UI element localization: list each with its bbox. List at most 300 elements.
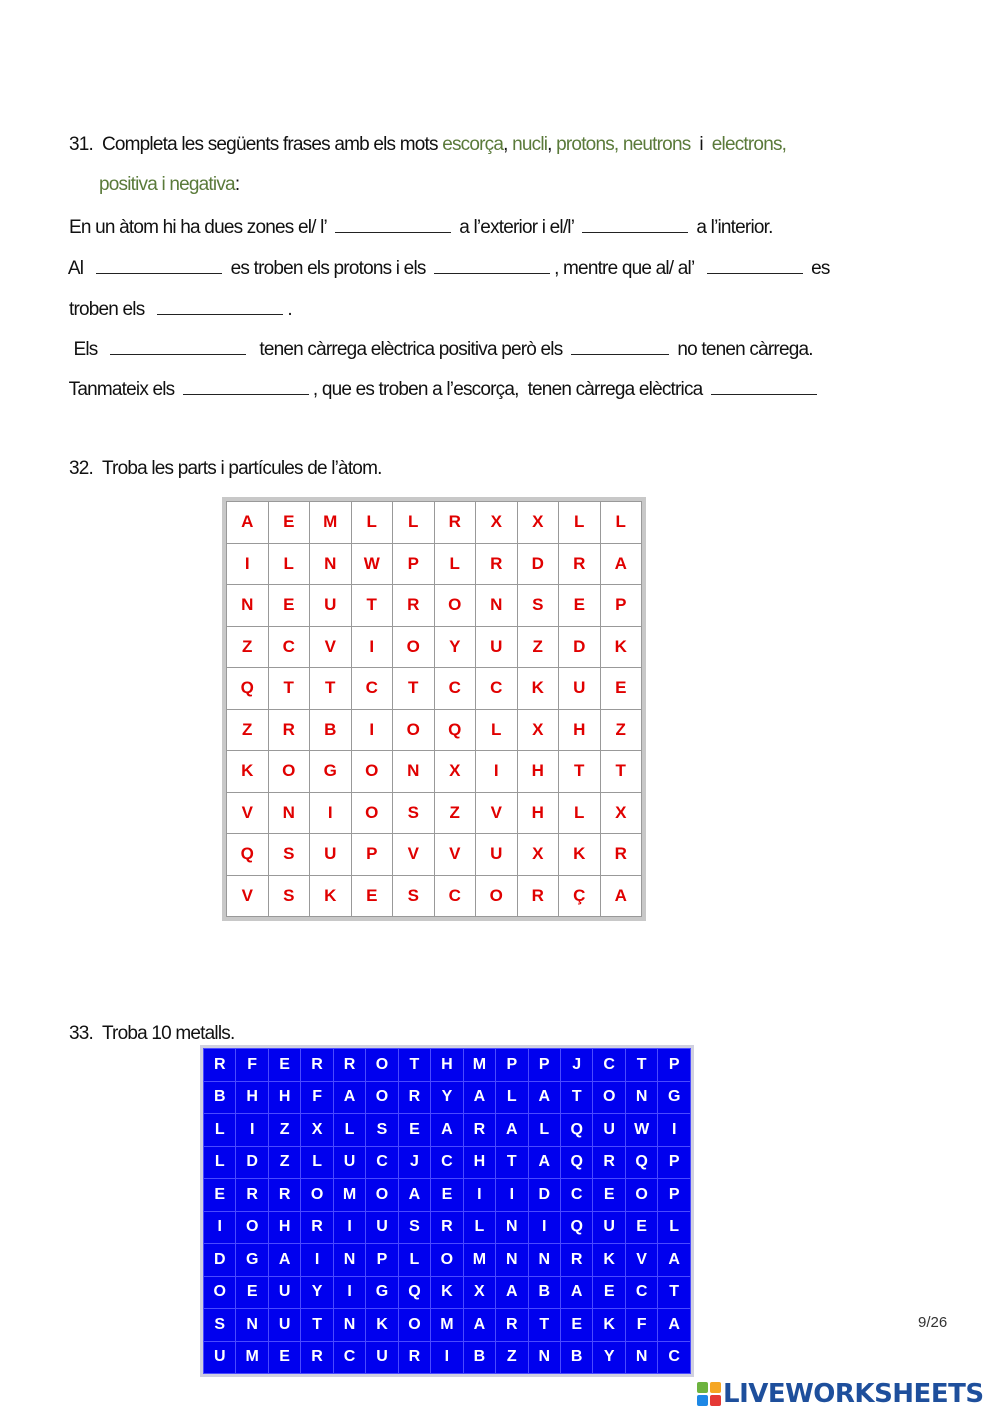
- grid-cell[interactable]: V: [227, 792, 269, 834]
- grid-cell[interactable]: I: [658, 1114, 691, 1147]
- grid-cell[interactable]: N: [476, 585, 518, 627]
- word-electrons: electrons,: [711, 134, 787, 155]
- grid-cell[interactable]: Z: [517, 626, 559, 668]
- liveworksheets-logo-icon: [697, 1382, 721, 1406]
- grid-cell[interactable]: I: [227, 543, 269, 585]
- grid-cell[interactable]: D: [559, 626, 601, 668]
- grid-cell[interactable]: L: [496, 1081, 528, 1114]
- grid-cell[interactable]: P: [366, 1244, 398, 1277]
- grid-cell[interactable]: C: [268, 626, 310, 668]
- grid-cell[interactable]: E: [204, 1179, 236, 1212]
- grid-cell[interactable]: E: [236, 1276, 268, 1309]
- sentence-text: , que es troben a l’escorça, tenen càrrega elèctrica: [312, 379, 707, 400]
- grid-cell[interactable]: V: [434, 834, 476, 876]
- grid-cell[interactable]: O: [476, 875, 518, 917]
- grid-row: [227, 585, 642, 627]
- grid-cell[interactable]: B: [204, 1081, 236, 1114]
- grid-cell[interactable]: N: [496, 1211, 528, 1244]
- sentence-text: tenen càrrega elèctrica positiva però els: [250, 339, 567, 360]
- grid-cell[interactable]: K: [517, 668, 559, 710]
- grid-cell[interactable]: L: [204, 1146, 236, 1179]
- grid-cell[interactable]: F: [236, 1049, 268, 1082]
- grid-cell[interactable]: V: [625, 1244, 657, 1277]
- grid-cell[interactable]: A: [333, 1081, 365, 1114]
- grid-cell[interactable]: A: [227, 502, 269, 544]
- grid-cell[interactable]: T: [398, 1049, 430, 1082]
- grid-cell[interactable]: C: [434, 875, 476, 917]
- grid-cell[interactable]: R: [559, 543, 601, 585]
- grid-cell[interactable]: R: [476, 543, 518, 585]
- grid-row: [204, 1244, 691, 1277]
- grid-cell[interactable]: E: [560, 1309, 592, 1342]
- grid-cell[interactable]: F: [625, 1309, 657, 1342]
- grid-row: [227, 834, 642, 876]
- grid-cell[interactable]: V: [393, 834, 435, 876]
- grid-cell[interactable]: C: [333, 1341, 365, 1374]
- grid-cell[interactable]: Q: [398, 1276, 430, 1309]
- grid-cell[interactable]: V: [227, 875, 269, 917]
- grid-cell[interactable]: T: [268, 668, 310, 710]
- grid-cell[interactable]: T: [625, 1049, 657, 1082]
- grid-cell[interactable]: N: [625, 1081, 657, 1114]
- grid-cell[interactable]: S: [517, 585, 559, 627]
- grid-cell[interactable]: C: [351, 668, 393, 710]
- grid-cell[interactable]: L: [301, 1146, 333, 1179]
- grid-cell[interactable]: U: [593, 1211, 625, 1244]
- grid-cell[interactable]: H: [559, 709, 601, 751]
- grid-cell[interactable]: I: [236, 1114, 268, 1147]
- grid-cell[interactable]: M: [236, 1341, 268, 1374]
- grid-cell[interactable]: R: [204, 1049, 236, 1082]
- grid-cell[interactable]: I: [301, 1244, 333, 1277]
- grid-cell[interactable]: B: [463, 1341, 495, 1374]
- grid-cell[interactable]: O: [393, 626, 435, 668]
- grid-cell[interactable]: M: [431, 1309, 463, 1342]
- grid-cell[interactable]: O: [434, 585, 476, 627]
- grid-cell[interactable]: T: [559, 751, 601, 793]
- sentence-text: es troben els protons i els: [226, 258, 431, 279]
- grid-cell[interactable]: L: [204, 1114, 236, 1147]
- grid-cell[interactable]: I: [496, 1179, 528, 1212]
- grid-cell[interactable]: H: [268, 1211, 300, 1244]
- grid-row: [204, 1276, 691, 1309]
- grid-cell[interactable]: I: [333, 1276, 365, 1309]
- grid-cell[interactable]: X: [463, 1276, 495, 1309]
- q33-text: Troba 10 metalls.: [101, 1023, 235, 1044]
- grid-row: [204, 1211, 691, 1244]
- grid-cell[interactable]: G: [366, 1276, 398, 1309]
- grid-cell[interactable]: N: [496, 1244, 528, 1277]
- separator: ,: [547, 134, 557, 155]
- brand-name: LIVEWORKSHEETS: [723, 1379, 984, 1409]
- grid-cell[interactable]: I: [431, 1341, 463, 1374]
- grid-cell[interactable]: O: [398, 1309, 430, 1342]
- grid-cell[interactable]: A: [600, 875, 642, 917]
- grid-cell[interactable]: T: [560, 1081, 592, 1114]
- grid-cell[interactable]: Ç: [559, 875, 601, 917]
- grid-cell[interactable]: S: [268, 834, 310, 876]
- grid-cell[interactable]: A: [528, 1146, 560, 1179]
- grid-cell[interactable]: E: [351, 875, 393, 917]
- grid-cell[interactable]: N: [528, 1341, 560, 1374]
- grid-cell[interactable]: K: [366, 1309, 398, 1342]
- sentence-text: a l’interior.: [691, 217, 773, 238]
- grid-row: [204, 1309, 691, 1342]
- grid-cell[interactable]: R: [434, 502, 476, 544]
- grid-cell[interactable]: X: [517, 502, 559, 544]
- grid-cell[interactable]: I: [204, 1211, 236, 1244]
- grid-cell[interactable]: U: [476, 626, 518, 668]
- grid-cell[interactable]: E: [593, 1276, 625, 1309]
- grid-cell[interactable]: R: [301, 1341, 333, 1374]
- grid-cell[interactable]: I: [463, 1179, 495, 1212]
- grid-cell[interactable]: K: [593, 1244, 625, 1277]
- grid-cell[interactable]: X: [301, 1114, 333, 1147]
- grid-cell[interactable]: P: [600, 585, 642, 627]
- grid-cell[interactable]: L: [393, 502, 435, 544]
- grid-cell[interactable]: T: [600, 751, 642, 793]
- grid-cell[interactable]: O: [268, 751, 310, 793]
- grid-cell[interactable]: D: [528, 1179, 560, 1212]
- grid-cell[interactable]: R: [517, 875, 559, 917]
- grid-cell[interactable]: A: [463, 1309, 495, 1342]
- grid-cell[interactable]: H: [268, 1081, 300, 1114]
- grid-cell[interactable]: H: [431, 1049, 463, 1082]
- grid-cell[interactable]: N: [393, 751, 435, 793]
- grid-cell[interactable]: M: [463, 1244, 495, 1277]
- grid-cell[interactable]: X: [476, 502, 518, 544]
- grid-cell[interactable]: R: [496, 1309, 528, 1342]
- grid-cell[interactable]: Q: [227, 834, 269, 876]
- grid-cell[interactable]: Q: [560, 1146, 592, 1179]
- grid-cell[interactable]: K: [431, 1276, 463, 1309]
- grid-cell[interactable]: C: [476, 668, 518, 710]
- grid-cell[interactable]: C: [560, 1179, 592, 1212]
- grid-cell[interactable]: L: [559, 502, 601, 544]
- grid-cell[interactable]: U: [366, 1341, 398, 1374]
- grid-cell[interactable]: Z: [496, 1341, 528, 1374]
- grid-cell[interactable]: E: [593, 1179, 625, 1212]
- grid-row: [204, 1146, 691, 1179]
- grid-cell[interactable]: Z: [268, 1114, 300, 1147]
- grid-cell[interactable]: T: [301, 1309, 333, 1342]
- grid-row: [227, 543, 642, 585]
- grid-cell[interactable]: C: [593, 1049, 625, 1082]
- grid-cell[interactable]: X: [434, 751, 476, 793]
- grid-cell[interactable]: S: [204, 1309, 236, 1342]
- grid-cell[interactable]: K: [593, 1309, 625, 1342]
- grid-cell[interactable]: G: [236, 1244, 268, 1277]
- grid-cell[interactable]: C: [366, 1146, 398, 1179]
- grid-cell[interactable]: N: [528, 1244, 560, 1277]
- q31-intro: Completa les següents frases amb els mots: [101, 134, 443, 155]
- grid-cell[interactable]: O: [301, 1179, 333, 1212]
- grid-cell[interactable]: E: [559, 585, 601, 627]
- grid-cell[interactable]: R: [593, 1146, 625, 1179]
- blank-field[interactable]: [711, 376, 817, 395]
- grid-row: [227, 751, 642, 793]
- grid-cell[interactable]: L: [268, 543, 310, 585]
- grid-cell[interactable]: S: [393, 792, 435, 834]
- grid-cell[interactable]: E: [398, 1114, 430, 1147]
- grid-cell[interactable]: V: [476, 792, 518, 834]
- grid-cell[interactable]: Z: [227, 626, 269, 668]
- grid-cell[interactable]: R: [333, 1049, 365, 1082]
- grid-cell[interactable]: W: [351, 543, 393, 585]
- grid-cell[interactable]: K: [559, 834, 601, 876]
- q32-number: 32.: [68, 458, 93, 479]
- grid-cell[interactable]: L: [658, 1211, 691, 1244]
- grid-cell[interactable]: I: [351, 626, 393, 668]
- grid-cell[interactable]: N: [227, 585, 269, 627]
- grid-cell[interactable]: Y: [434, 626, 476, 668]
- grid-cell[interactable]: O: [366, 1179, 398, 1212]
- grid-cell[interactable]: H: [517, 751, 559, 793]
- grid-cell[interactable]: X: [600, 792, 642, 834]
- grid-cell[interactable]: L: [559, 792, 601, 834]
- grid-cell[interactable]: L: [476, 709, 518, 751]
- q33-number: 33.: [68, 1023, 93, 1044]
- grid-cell[interactable]: K: [600, 626, 642, 668]
- grid-row: [204, 1114, 691, 1147]
- grid-cell[interactable]: U: [204, 1341, 236, 1374]
- grid-cell[interactable]: T: [658, 1276, 691, 1309]
- separator: ,: [503, 134, 513, 155]
- grid-cell[interactable]: U: [268, 1276, 300, 1309]
- grid-cell[interactable]: Q: [560, 1114, 592, 1147]
- grid-cell[interactable]: R: [463, 1114, 495, 1147]
- grid-cell[interactable]: O: [393, 709, 435, 751]
- grid-cell[interactable]: I: [310, 792, 352, 834]
- grid-cell[interactable]: L: [434, 543, 476, 585]
- grid-row: [227, 875, 642, 917]
- grid-cell[interactable]: P: [496, 1049, 528, 1082]
- grid-cell[interactable]: J: [560, 1049, 592, 1082]
- sentence-text: es: [806, 258, 830, 279]
- grid-cell[interactable]: H: [236, 1081, 268, 1114]
- grid-cell[interactable]: C: [431, 1146, 463, 1179]
- grid-cell[interactable]: V: [310, 626, 352, 668]
- grid-cell[interactable]: B: [528, 1276, 560, 1309]
- grid-cell[interactable]: D: [204, 1244, 236, 1277]
- grid-cell[interactable]: W: [625, 1114, 657, 1147]
- grid-cell[interactable]: T: [351, 585, 393, 627]
- grid-cell[interactable]: R: [268, 1179, 300, 1212]
- grid-cell[interactable]: U: [593, 1114, 625, 1147]
- grid-cell[interactable]: U: [366, 1211, 398, 1244]
- separator: i: [690, 134, 712, 155]
- blank-field[interactable]: [183, 376, 309, 395]
- grid-cell[interactable]: Y: [593, 1341, 625, 1374]
- metals-word-search-grid: [203, 1048, 691, 1374]
- grid-cell[interactable]: T: [496, 1146, 528, 1179]
- grid-cell[interactable]: B: [310, 709, 352, 751]
- grid-cell[interactable]: C: [434, 668, 476, 710]
- grid-cell[interactable]: J: [398, 1146, 430, 1179]
- grid-cell[interactable]: R: [301, 1211, 333, 1244]
- grid-cell[interactable]: A: [398, 1179, 430, 1212]
- grid-cell[interactable]: N: [333, 1309, 365, 1342]
- grid-cell[interactable]: R: [560, 1244, 592, 1277]
- grid-cell[interactable]: Q: [227, 668, 269, 710]
- grid-row: [204, 1049, 691, 1082]
- grid-cell[interactable]: M: [310, 502, 352, 544]
- grid-cell[interactable]: S: [398, 1211, 430, 1244]
- q33-title: [60, 998, 234, 1046]
- grid-cell[interactable]: L: [398, 1244, 430, 1277]
- grid-cell[interactable]: L: [351, 502, 393, 544]
- grid-cell[interactable]: I: [528, 1211, 560, 1244]
- page-number: 9/26: [918, 1314, 948, 1331]
- blank-field[interactable]: [434, 255, 550, 274]
- grid-cell[interactable]: U: [559, 668, 601, 710]
- grid-cell[interactable]: U: [310, 585, 352, 627]
- grid-cell[interactable]: L: [333, 1114, 365, 1147]
- grid-cell[interactable]: O: [593, 1081, 625, 1114]
- grid-cell[interactable]: P: [658, 1146, 691, 1179]
- q32-text: Troba les parts i partícules de l’àtom.: [101, 458, 382, 479]
- grid-cell[interactable]: S: [393, 875, 435, 917]
- grid-cell[interactable]: B: [560, 1341, 592, 1374]
- grid-cell[interactable]: I: [476, 751, 518, 793]
- grid-cell[interactable]: I: [333, 1211, 365, 1244]
- grid-cell[interactable]: C: [625, 1276, 657, 1309]
- sentence-text: troben els: [68, 299, 154, 320]
- grid-cell[interactable]: E: [268, 1341, 300, 1374]
- grid-cell[interactable]: A: [600, 543, 642, 585]
- grid-cell[interactable]: A: [431, 1114, 463, 1147]
- sentence-text: En un àtom hi ha dues zones el/ l’: [68, 217, 331, 238]
- sentence-text: .: [287, 299, 292, 320]
- grid-cell[interactable]: U: [333, 1146, 365, 1179]
- sentence-text: no tenen càrrega.: [672, 339, 813, 360]
- grid-cell[interactable]: P: [658, 1049, 691, 1082]
- blank-field[interactable]: [707, 255, 803, 274]
- grid-cell[interactable]: E: [268, 585, 310, 627]
- grid-cell[interactable]: O: [236, 1211, 268, 1244]
- grid-cell[interactable]: O: [204, 1276, 236, 1309]
- grid-cell[interactable]: I: [351, 709, 393, 751]
- grid-cell[interactable]: U: [268, 1309, 300, 1342]
- grid-cell[interactable]: E: [268, 1049, 300, 1082]
- grid-cell[interactable]: O: [431, 1244, 463, 1277]
- grid-cell[interactable]: A: [658, 1309, 691, 1342]
- grid-cell[interactable]: Z: [434, 792, 476, 834]
- grid-cell[interactable]: A: [658, 1244, 691, 1277]
- grid-cell[interactable]: O: [366, 1081, 398, 1114]
- grid-cell[interactable]: G: [310, 751, 352, 793]
- grid-cell[interactable]: Z: [268, 1146, 300, 1179]
- grid-cell[interactable]: X: [517, 709, 559, 751]
- grid-cell[interactable]: L: [600, 502, 642, 544]
- grid-cell[interactable]: O: [351, 751, 393, 793]
- grid-cell[interactable]: E: [625, 1211, 657, 1244]
- word-positiva-negativa: positiva i negativa: [98, 174, 235, 195]
- grid-cell[interactable]: K: [310, 875, 352, 917]
- grid-cell[interactable]: E: [600, 668, 642, 710]
- grid-cell[interactable]: Q: [560, 1211, 592, 1244]
- grid-cell[interactable]: C: [658, 1341, 691, 1374]
- grid-row: [227, 668, 642, 710]
- grid-cell[interactable]: Q: [434, 709, 476, 751]
- grid-cell[interactable]: H: [463, 1146, 495, 1179]
- grid-cell[interactable]: Z: [227, 709, 269, 751]
- atom-word-search-grid: [226, 501, 642, 917]
- grid-cell[interactable]: T: [528, 1309, 560, 1342]
- grid-cell[interactable]: S: [366, 1114, 398, 1147]
- grid-cell[interactable]: Q: [625, 1146, 657, 1179]
- grid-cell[interactable]: N: [625, 1341, 657, 1374]
- grid-cell[interactable]: M: [463, 1049, 495, 1082]
- grid-cell[interactable]: L: [463, 1211, 495, 1244]
- grid-cell[interactable]: N: [310, 543, 352, 585]
- grid-row: [227, 626, 642, 668]
- sentence-text: a l’exterior i el/l’: [454, 217, 578, 238]
- grid-cell[interactable]: A: [496, 1114, 528, 1147]
- liveworksheets-logo: [697, 1377, 984, 1411]
- word-protons-neutrons: protons, neutrons: [556, 134, 691, 155]
- grid-cell[interactable]: R: [398, 1341, 430, 1374]
- grid-cell[interactable]: U: [310, 834, 352, 876]
- grid-cell[interactable]: N: [333, 1244, 365, 1277]
- grid-cell[interactable]: T: [393, 668, 435, 710]
- grid-cell[interactable]: O: [366, 1049, 398, 1082]
- grid-cell[interactable]: E: [431, 1179, 463, 1212]
- grid-cell[interactable]: O: [625, 1179, 657, 1212]
- grid-cell[interactable]: H: [517, 792, 559, 834]
- grid-cell[interactable]: G: [658, 1081, 691, 1114]
- grid-cell[interactable]: P: [393, 543, 435, 585]
- grid-cell[interactable]: P: [528, 1049, 560, 1082]
- grid-cell[interactable]: N: [236, 1309, 268, 1342]
- grid-cell[interactable]: S: [268, 875, 310, 917]
- grid-cell[interactable]: A: [268, 1244, 300, 1277]
- grid-cell[interactable]: E: [268, 502, 310, 544]
- grid-cell[interactable]: A: [496, 1276, 528, 1309]
- grid-cell[interactable]: Y: [301, 1276, 333, 1309]
- grid-cell[interactable]: R: [268, 709, 310, 751]
- grid-cell[interactable]: Y: [431, 1081, 463, 1114]
- grid-cell[interactable]: A: [560, 1276, 592, 1309]
- sentence-text: Tanmateix els: [68, 379, 179, 400]
- grid-cell[interactable]: R: [600, 834, 642, 876]
- grid-cell[interactable]: A: [463, 1081, 495, 1114]
- grid-cell[interactable]: P: [351, 834, 393, 876]
- grid-cell[interactable]: O: [351, 792, 393, 834]
- grid-cell[interactable]: X: [517, 834, 559, 876]
- grid-cell[interactable]: D: [236, 1146, 268, 1179]
- grid-cell[interactable]: U: [476, 834, 518, 876]
- grid-cell[interactable]: R: [431, 1211, 463, 1244]
- grid-cell[interactable]: Z: [600, 709, 642, 751]
- q31-sentence-5: [60, 352, 821, 402]
- grid-row: [204, 1179, 691, 1212]
- grid-cell[interactable]: R: [301, 1049, 333, 1082]
- grid-cell[interactable]: R: [236, 1179, 268, 1212]
- q32-title: [60, 433, 382, 481]
- grid-cell[interactable]: D: [517, 543, 559, 585]
- grid-cell[interactable]: K: [227, 751, 269, 793]
- grid-cell[interactable]: R: [398, 1081, 430, 1114]
- grid-cell[interactable]: L: [528, 1114, 560, 1147]
- grid-cell[interactable]: A: [528, 1081, 560, 1114]
- grid-cell[interactable]: R: [393, 585, 435, 627]
- grid-cell[interactable]: P: [658, 1179, 691, 1212]
- grid-cell[interactable]: M: [333, 1179, 365, 1212]
- grid-cell[interactable]: F: [301, 1081, 333, 1114]
- grid-cell[interactable]: N: [268, 792, 310, 834]
- grid-cell[interactable]: T: [310, 668, 352, 710]
